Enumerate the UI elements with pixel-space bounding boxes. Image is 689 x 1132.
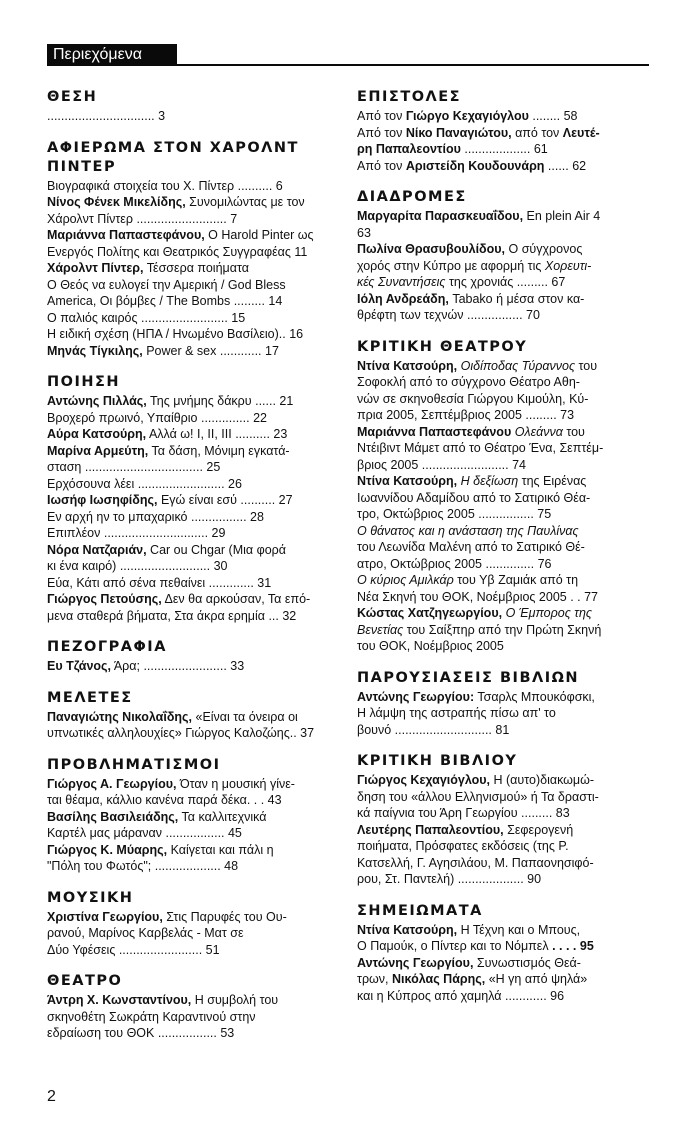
toc-entry-text: Ιόλη Ανδρεάδη, bbox=[357, 291, 449, 306]
toc-entry-line bbox=[357, 871, 647, 888]
toc-entry-line bbox=[47, 426, 337, 443]
toc-entry-text: Χριστίνα Γεωργίου, bbox=[47, 909, 163, 924]
toc-entry-text: Άντρη Χ. Κωνσταντίνου, bbox=[47, 993, 192, 1007]
toc-entry-text: Μαριάννα Παπαστεφάνου bbox=[357, 424, 512, 439]
toc-entry-line bbox=[47, 410, 337, 427]
toc-entry-text: κές Συναντήσεις bbox=[357, 275, 446, 289]
page-header bbox=[47, 44, 177, 66]
toc-entry-text: Νίκο Παναγιώτου, bbox=[405, 125, 512, 140]
toc-section bbox=[47, 972, 337, 1042]
toc-entry-text: Σοφοκλή από το σύγχρονο Θέατρο Αθη- bbox=[357, 375, 580, 389]
toc-entry-text: Η συμβολή του bbox=[191, 993, 279, 1007]
toc-section bbox=[47, 638, 337, 675]
toc-entry-line bbox=[357, 141, 647, 158]
toc-entry-text: Ο Harold Pinter ως bbox=[204, 228, 314, 242]
toc-entry-line bbox=[357, 971, 647, 988]
toc-entry-text: Τέσσερα ποιήματα bbox=[143, 261, 249, 275]
toc-entry-line bbox=[357, 208, 647, 225]
toc-entry-text: Κατσελλή, Γ. Αγησιλάου, Μ. Παπαονησιφό- bbox=[357, 855, 594, 870]
toc-entry-text: America, Οι βόμβες / The Bombs ......... 14 bbox=[47, 294, 283, 308]
toc-entry-text: Η ειδική σχέση (ΗΠΑ / Ηνωμένο Βασίλειο).. 16 bbox=[47, 327, 304, 341]
toc-section bbox=[47, 689, 337, 742]
toc-entry-text: Βασίλης Βασιλειάδης, bbox=[47, 809, 179, 824]
toc-entry-text: κι ένα καιρό) .......................... 30 bbox=[47, 559, 228, 573]
toc-entry-text: σταση .................................. 25 bbox=[47, 460, 221, 474]
toc-entry-line bbox=[47, 842, 337, 859]
toc-section bbox=[357, 902, 647, 1005]
toc-entry-text: ................... 61 bbox=[460, 142, 548, 156]
toc-entry-line bbox=[47, 709, 337, 726]
toc-entry-line bbox=[357, 539, 647, 556]
toc-entry-text: Ντίνα Κατσούρη, bbox=[357, 922, 458, 937]
toc-entry-line bbox=[47, 227, 337, 244]
toc-entry-line bbox=[47, 108, 337, 125]
toc-entry-text: 63 bbox=[357, 225, 371, 240]
toc-entry-line bbox=[357, 689, 647, 706]
toc-entry-line bbox=[357, 391, 647, 408]
toc-entry-text: κά παίγνια του Άρη Γεωργίου ......... 83 bbox=[357, 806, 570, 820]
toc-entry-line bbox=[47, 809, 337, 826]
toc-entry-text: Καίγεται και πάλι η bbox=[167, 842, 274, 857]
toc-entry-line bbox=[47, 1009, 337, 1026]
toc-entry-text: Γιώργος Α. Γεωργίου, bbox=[47, 776, 177, 791]
toc-section bbox=[357, 752, 647, 888]
toc-section bbox=[47, 756, 337, 875]
toc-entry-line bbox=[357, 556, 647, 573]
toc-entry-text: En plein Air 4 bbox=[523, 209, 601, 223]
toc-entry-text: Η (αυτο)διακωμώ- bbox=[490, 773, 595, 787]
toc-entry-line bbox=[357, 407, 647, 424]
toc-entry-line bbox=[47, 542, 337, 559]
toc-entry-text: "Πόλη του Φωτός"; ................... 48 bbox=[47, 859, 239, 873]
toc-entry-line bbox=[47, 925, 337, 942]
toc-entry-text: Άρα; ........................ 33 bbox=[111, 659, 245, 673]
section-heading: ΘΕΣΗ bbox=[47, 89, 98, 105]
toc-entry-line bbox=[357, 258, 647, 275]
toc-entry-text: Δύο Υφέσεις ........................ 51 bbox=[47, 942, 220, 957]
toc-entry-text: τρων, bbox=[357, 972, 393, 986]
toc-entry-text: Μαργαρίτα Παρασκευαΐδου, bbox=[357, 209, 524, 223]
toc-entry-text: Ερχόσουνα λέει ......................... 26 bbox=[47, 476, 242, 491]
toc-entry-text: ............................... 3 bbox=[47, 109, 166, 123]
toc-entry-text: της Ειρένας bbox=[518, 474, 587, 488]
toc-entry-text: Καρτέλ μας μάραναν ................. 45 bbox=[47, 826, 242, 840]
toc-entry-text: Όταν η μουσική γίνε- bbox=[176, 776, 295, 791]
toc-entry-line bbox=[357, 358, 647, 375]
toc-entry-text: και η Κύπρος από χαμηλά ............ 96 bbox=[357, 988, 565, 1003]
toc-entry-line bbox=[357, 789, 647, 806]
toc-entry-text: Παναγιώτης Νικολαΐδης, bbox=[47, 709, 193, 724]
toc-entry-line bbox=[357, 291, 647, 308]
toc-entry-text: Tabako ή μέσα στον κα- bbox=[448, 291, 585, 306]
toc-entry-line bbox=[47, 608, 337, 625]
toc-entry-text: βριος 2005 ......................... 74 bbox=[357, 457, 527, 472]
toc-entry-line bbox=[47, 178, 337, 195]
toc-entry-line bbox=[47, 525, 337, 542]
toc-entry-text: «Είναι τα όνειρα οι bbox=[192, 709, 298, 724]
toc-entry-text: Ιωαννίδου Αδαμίδου από το Σατιρικό Θέα- bbox=[357, 490, 591, 505]
toc-entry-line bbox=[357, 638, 647, 655]
toc-entry-text: Αντώνης Πιλλάς, bbox=[47, 394, 147, 408]
toc-entry-text: Ιωσήφ Ιωσηφίδης, bbox=[47, 493, 158, 507]
toc-entry-text: Γιώργος Πετούσης, bbox=[47, 592, 162, 606]
toc-entry-line bbox=[47, 293, 337, 310]
toc-entry-text: εδραίωση του ΘΟΚ ................. 53 bbox=[47, 1026, 235, 1040]
toc-entry-text: Επιπλέον .............................. 29 bbox=[47, 526, 226, 540]
toc-entry-text: «Η γη από ψηλά» bbox=[485, 972, 588, 986]
toc-entry-text: Ντέιβιντ Μάμετ από το Θέατρο Ένα, Σεπτέμ- bbox=[357, 441, 604, 455]
toc-entry-line bbox=[357, 722, 647, 739]
section-heading: ΜΕΛΕΤΕΣ bbox=[47, 689, 133, 706]
toc-section bbox=[357, 338, 647, 655]
toc-entry-line bbox=[357, 988, 647, 1005]
toc-entry-text: Ο Έμπορος της bbox=[505, 606, 592, 620]
section-heading: ΑΦΙΕΡΩΜΑ ΣΤΟΝ ΧΑΡΟΛΝΤ ΠΙΝΤΕΡ bbox=[47, 139, 299, 175]
toc-entry-line bbox=[357, 523, 647, 540]
toc-entry-text: Λευτέ- bbox=[562, 125, 600, 140]
toc-entry-text: Οιδίποδας Τύραννος bbox=[460, 358, 576, 373]
toc-entry-line bbox=[47, 942, 337, 959]
toc-entry-line bbox=[357, 457, 647, 474]
toc-entry-line bbox=[47, 1025, 337, 1042]
toc-entry-line bbox=[357, 506, 647, 523]
toc-entry-text: Βιογραφικά στοιχεία του Χ. Πίντερ .......... 6 bbox=[47, 178, 283, 193]
toc-entry-text: τρο, Οκτώβριος 2005 ................ 75 bbox=[357, 507, 552, 521]
section-heading: ΜΟΥΣΙΚΗ bbox=[47, 889, 134, 906]
toc-entry-text: Γιώργος Κ. Μύαρης, bbox=[47, 842, 168, 857]
toc-entry-text: ποιήματα, Πρόσφατες εκδόσεις (της Ρ. bbox=[357, 839, 569, 853]
toc-entry-text: Τα δάση, Μόνιμη εγκατά- bbox=[148, 443, 290, 458]
toc-entry-line bbox=[47, 858, 337, 875]
toc-entry-text: μενα σταθερά βήματα, Στα άκρα ερημία ... 32 bbox=[47, 608, 297, 623]
toc-entry-text: Βροχερό πρωινό, Υπαίθριο .............. 22 bbox=[47, 410, 267, 425]
section-heading: ΕΠΙΣΤΟΛΕΣ bbox=[357, 89, 462, 105]
toc-entry-line bbox=[357, 158, 647, 175]
toc-entry-line bbox=[47, 591, 337, 608]
section-heading: ΔΙΑΔΡΟΜΕΣ bbox=[357, 189, 467, 205]
toc-entry-line bbox=[357, 125, 647, 142]
toc-section bbox=[47, 889, 337, 959]
page-number: 2 bbox=[47, 1088, 56, 1105]
toc-entry-text: ρη Παπαλεοντίου bbox=[357, 142, 461, 156]
toc-entry-text: Αλλά ω! I, II, III .......... 23 bbox=[146, 427, 288, 441]
toc-entry-text: ατρο, Οκτώβριος 2005 .............. 76 bbox=[357, 556, 552, 571]
toc-entry-text: Ο κύριος Αμιλκάρ bbox=[357, 573, 454, 587]
toc-entry-line bbox=[47, 211, 337, 228]
toc-entry-text: του bbox=[562, 424, 585, 439]
toc-entry-text: ρου, Στ. Παντελή) ................... 90 bbox=[357, 872, 542, 886]
toc-entry-text: Τα καλλιτεχνικά bbox=[178, 809, 267, 824]
toc-entry-line bbox=[47, 776, 337, 793]
toc-section bbox=[357, 669, 647, 739]
toc-entry-line bbox=[47, 992, 337, 1009]
toc-entry-text: Νέα Σκηνή του ΘΟΚ, Νοέμβριος 2005 . . 77 bbox=[357, 589, 599, 604]
toc-entry-line bbox=[47, 244, 337, 261]
toc-entry-text: Χάρολντ Πίντερ .......................... 7 bbox=[47, 211, 238, 226]
toc-entry-text: Ο θάνατος και η ανάσταση της Παυλίνας bbox=[357, 523, 579, 538]
toc-entry-text: Από τον bbox=[357, 158, 406, 173]
toc-entry-text: πρια 2005, Σεπτέμβριος 2005 ......... 73 bbox=[357, 408, 575, 422]
toc-entry-line bbox=[357, 473, 647, 490]
toc-entry-text: Πωλίνα Θρασυβουλίδου, bbox=[357, 242, 506, 256]
toc-entry-line bbox=[47, 326, 337, 343]
toc-entry-text: Ενεργός Πολίτης και Θεατρικός Συγγραφέας 11 bbox=[47, 244, 308, 259]
toc-entry-text: . . . . 95 bbox=[548, 939, 594, 953]
toc-entry-line bbox=[47, 260, 337, 277]
toc-entry-line bbox=[357, 225, 647, 242]
toc-entry-line bbox=[47, 725, 337, 742]
toc-entry-text: Από τον bbox=[357, 109, 406, 123]
toc-entry-text: Νίνος Φένεκ Μικελίδης, bbox=[47, 195, 186, 209]
toc-entry-line bbox=[357, 855, 647, 872]
toc-entry-line bbox=[357, 374, 647, 391]
toc-entry-line bbox=[357, 440, 647, 457]
toc-entry-text: Βενετίας bbox=[357, 622, 404, 637]
toc-entry-text: ρανού, Μαρίνος Καρβελάς - Ματ σε bbox=[47, 926, 244, 940]
toc-entry-text: ........ 58 bbox=[528, 109, 578, 123]
toc-entry-text: του bbox=[575, 358, 598, 373]
toc-entry-text: Μαριάννα Παπαστεφάνου, bbox=[47, 228, 205, 242]
toc-entry-text: του Σαίξπηρ από την Πρώτη Σκηνή bbox=[403, 622, 602, 637]
toc-entry-text: Η δεξίωση bbox=[460, 474, 519, 488]
toc-entry-text: της χρονιάς ......... 67 bbox=[445, 275, 566, 289]
header-rule bbox=[47, 64, 649, 66]
section-heading: ΠΟΙΗΣΗ bbox=[47, 374, 121, 390]
toc-entry-line bbox=[47, 575, 337, 592]
toc-entry-line bbox=[357, 589, 647, 606]
section-heading: ΘΕΑΤΡΟ bbox=[47, 973, 123, 989]
toc-entry-text: Μηνάς Τίγκιλης, bbox=[47, 343, 143, 358]
toc-entry-text: Εγώ είναι εσύ .......... 27 bbox=[157, 493, 293, 507]
toc-entry-text: Αντώνης Γεωργίου: bbox=[357, 689, 475, 704]
toc-entry-text: Γιώργο Κεχαγιόγλου bbox=[405, 109, 529, 123]
toc-entry-text: θρέφτη των τεχνών ................ 70 bbox=[357, 308, 540, 322]
left-column bbox=[47, 88, 337, 1056]
toc-entry-text: Γιώργος Κεχαγιόγλου, bbox=[357, 773, 491, 787]
toc-entry-line bbox=[357, 490, 647, 507]
toc-entry-text: ...... 62 bbox=[544, 158, 587, 173]
toc-entry-text: Η Τέχνη και ο Μπους, bbox=[457, 922, 581, 937]
toc-entry-text: Εύα, Κάτι από σένα πεθαίνει ............. 31 bbox=[47, 575, 272, 590]
toc-entry-text: χορός στην Κύπρο με αφορμή τις bbox=[357, 258, 545, 273]
toc-entry-text: Ο Παμούκ, ο Πίντερ και το Νόμπελ bbox=[357, 939, 549, 953]
toc-entry-line bbox=[357, 241, 647, 258]
toc-entry-line bbox=[47, 509, 337, 526]
toc-entry-line bbox=[47, 792, 337, 809]
toc-entry-line bbox=[357, 938, 647, 955]
toc-entry-line bbox=[47, 658, 337, 675]
toc-entry-line bbox=[47, 825, 337, 842]
toc-entry-text: Αντώνης Γεωργίου, bbox=[357, 955, 474, 970]
section-heading: ΚΡΙΤΙΚΗ ΒΙΒΛΙΟΥ bbox=[357, 753, 518, 769]
toc-entry-text: Της μνήμης δάκρυ ...... 21 bbox=[146, 394, 294, 408]
toc-entry-text: από τον bbox=[511, 125, 563, 140]
toc-entry-line bbox=[47, 909, 337, 926]
toc-entry-line bbox=[357, 572, 647, 589]
toc-entry-line bbox=[357, 838, 647, 855]
toc-entry-line bbox=[47, 443, 337, 460]
toc-entry-text: Σεφερογενή bbox=[503, 822, 574, 837]
section-heading: ΠΡΟΒΛΗΜΑΤΙΣΜΟΙ bbox=[47, 756, 221, 773]
toc-entry-line bbox=[357, 822, 647, 839]
section-heading: ΠΕΖΟΓΡΑΦΙΑ bbox=[47, 639, 167, 655]
toc-entry-line bbox=[47, 476, 337, 493]
toc-entry-text: Νόρα Νατζαριάν, bbox=[47, 542, 147, 557]
toc-entry-text: Χορευτι- bbox=[544, 258, 592, 273]
toc-entry-text: Αριστείδη Κουδουνάρη bbox=[405, 158, 545, 173]
toc-entry-text: Χάρολντ Πίντερ, bbox=[47, 261, 144, 275]
header-title: Περιεχόμενα bbox=[53, 46, 142, 63]
toc-entry-text: Εν αρχή ην το μπαχαρικό ................ 28 bbox=[47, 509, 264, 524]
toc-entry-text: Συνομιλώντας με τον bbox=[185, 195, 305, 209]
toc-entry-text: Στις Παρυφές του Ου- bbox=[162, 909, 287, 924]
section-heading: ΠΑΡΟΥΣΙΑΣΕΙΣ ΒΙΒΛΙΩΝ bbox=[357, 669, 580, 686]
toc-entry-text: υπνωτικές αλληλουχίες» Γιώργος Καλοζώης.. 37 bbox=[47, 726, 315, 740]
section-heading: ΚΡΙΤΙΚΗ ΘΕΑΤΡΟΥ bbox=[357, 338, 528, 355]
toc-entry-text: Δεν θα αρκούσαν, Τα επό- bbox=[161, 592, 311, 606]
toc-entry-text: Τσαρλς Μπουκόφσκι, bbox=[474, 689, 595, 704]
toc-entry-text: του Υβ Ζαμιάκ από τη bbox=[453, 573, 579, 587]
toc-entry-line bbox=[357, 805, 647, 822]
toc-entry-text: Κώστας Χατζηγεωργίου, bbox=[357, 606, 503, 620]
toc-entry-line bbox=[357, 922, 647, 939]
section-heading: ΣΗΜΕΙΩΜΑΤΑ bbox=[357, 902, 483, 919]
toc-entry-text: Συνωστισμός Θεά- bbox=[473, 955, 581, 970]
toc-entry-line bbox=[357, 108, 647, 125]
toc-entry-text: σκηνοθέτη Σωκράτη Καραντινού στην bbox=[47, 1009, 256, 1024]
toc-entry-line bbox=[47, 558, 337, 575]
toc-entry-text: Λευτέρης Παπαλεοντίου, bbox=[357, 822, 504, 837]
toc-entry-text: Car ou Chgar (Μια φορά bbox=[146, 542, 286, 557]
toc-entry-text: Ο Θεός να ευλογεί την Αμερική / God Bless bbox=[47, 277, 286, 292]
toc-entry-line bbox=[47, 492, 337, 509]
toc-entry-line bbox=[357, 955, 647, 972]
right-column bbox=[357, 88, 647, 1018]
toc-entry-text: Power & sex ............ 17 bbox=[142, 343, 279, 358]
toc-entry-text: του Λεωνίδα Μαλένη από το Σατιρικό Θέ- bbox=[357, 540, 585, 554]
toc-entry-line bbox=[47, 393, 337, 410]
toc-section bbox=[357, 188, 647, 324]
toc-entry-text: ται θέαμα, κάλλιο κανένα παρά δέκα. . . 43 bbox=[47, 793, 282, 807]
toc-entry-line bbox=[47, 459, 337, 476]
toc-entry-line bbox=[47, 277, 337, 294]
toc-entry-text: του ΘΟΚ, Νοέμβριος 2005 bbox=[357, 639, 504, 653]
toc-entry-text: Ολεάννα bbox=[514, 424, 563, 439]
toc-entry-line bbox=[47, 310, 337, 327]
toc-entry-text: Νικόλας Πάρης, bbox=[392, 972, 486, 986]
toc-entry-text: Μαρίνα Αρμεύτη, bbox=[47, 443, 149, 458]
toc-entry-text: Ντίνα Κατσούρη, bbox=[357, 358, 458, 373]
toc-section bbox=[47, 88, 337, 125]
toc-entry-text: Αύρα Κατσούρη, bbox=[47, 427, 147, 441]
toc-section bbox=[47, 373, 337, 624]
toc-entry-line bbox=[357, 772, 647, 789]
toc-entry-line bbox=[47, 194, 337, 211]
toc-entry-text: Ευ Τζάνος, bbox=[47, 659, 112, 673]
toc-entry-line bbox=[357, 605, 647, 622]
toc-entry-line bbox=[357, 424, 647, 441]
toc-entry-text: νών σε σκηνοθεσία Γιώργου Κιμούλη, Κύ- bbox=[357, 391, 589, 406]
toc-entry-line bbox=[357, 274, 647, 291]
toc-entry-line bbox=[47, 343, 337, 360]
toc-entry-text: Ντίνα Κατσούρη, bbox=[357, 474, 458, 488]
toc-entry-text: Η λάμψη της αστραπής πίσω απ' το bbox=[357, 706, 556, 720]
toc-entry-line bbox=[357, 307, 647, 324]
toc-section bbox=[47, 139, 337, 360]
toc-section bbox=[357, 88, 647, 174]
toc-entry-line bbox=[357, 705, 647, 722]
toc-entry-line bbox=[357, 622, 647, 639]
toc-entry-text: βουνό ............................ 81 bbox=[357, 722, 510, 737]
toc-entry-text: Ο παλιός καιρός ......................... 15 bbox=[47, 310, 246, 325]
toc-entry-text: Ο σύγχρονος bbox=[505, 242, 583, 256]
toc-entry-text: δηση του «άλλου Ελληνισμού» ή Τα δραστι- bbox=[357, 789, 599, 804]
toc-entry-text: Από τον bbox=[357, 125, 406, 140]
